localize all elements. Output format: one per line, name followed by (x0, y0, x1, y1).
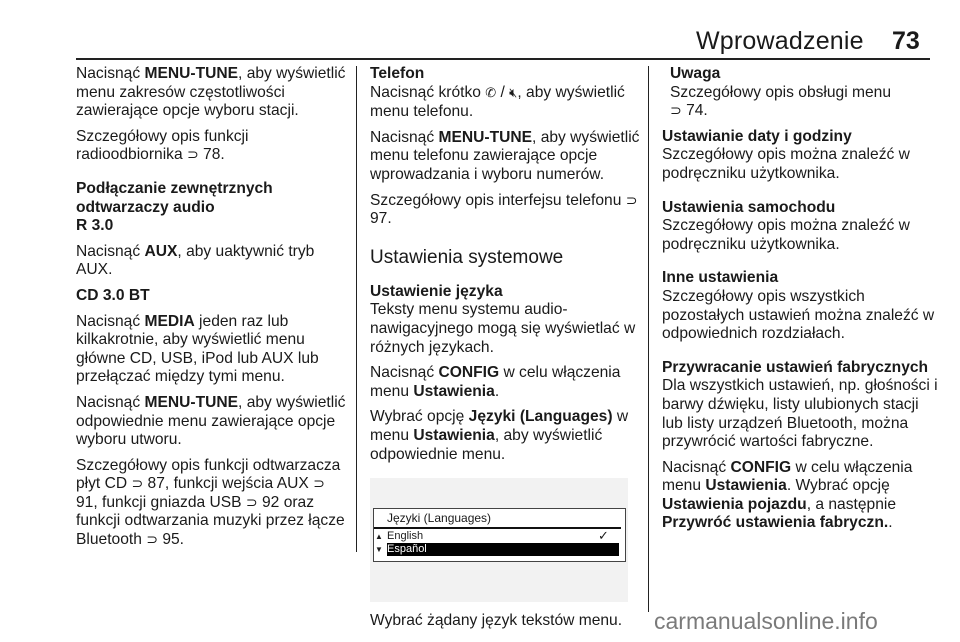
paragraph: Szczegółowy opis obsługi menu ⊃ 74. (670, 83, 892, 120)
page-ref[interactable]: 87 (147, 475, 165, 493)
scroll-up-icon: ▲ (375, 532, 383, 542)
page-ref[interactable]: 92 (262, 493, 280, 511)
paragraph: Nacisnąć krótko ✆ / 🔇︎, aby wyświetlić menu telefonu. (370, 83, 625, 121)
subheading: Podłączanie zewnętrznych odtwarzaczy audio (76, 179, 273, 216)
paragraph: Nacisnąć AUX, aby uaktywnić tryb AUX. (76, 242, 315, 279)
subheading: R 3.0 (76, 217, 114, 235)
button-name: MENU-TUNE (144, 65, 239, 82)
paragraph: Dla wszystkich ustawień, np. głośności i barwy dźwięku, listy ulubionych stacji lub listy urządzeń Bluetooth, można przywrócić wartości fabryczne. (662, 377, 938, 451)
note-heading: Uwaga (670, 65, 721, 82)
note-box (662, 65, 938, 121)
figure-caption: Wybrać żądany język tekstów menu. (370, 612, 623, 630)
column-divider-1 (356, 66, 357, 552)
paragraph: Nacisnąć MENU-TUNE, aby wyświetlić menu telefonu zawierające opcje wprowadzania i wyboru numerów. (370, 128, 640, 183)
menu-divider (374, 527, 621, 529)
page-ref[interactable]: 91 (76, 493, 94, 511)
paragraph: Szczegółowy opis funkcji odtwarzacza płyt CD ⊃ 87, funkcji wejścia AUX ⊃ 91, funkcji gniazda USB ⊃ 92 oraz funkcji odtwarzania muzyki przez łącze Bluetooth ⊃ 95. (76, 456, 345, 549)
paragraph: Nacisnąć CONFIG w celu włączenia menu Ustawienia. (370, 364, 621, 400)
subheading: CD 3.0 BT (76, 286, 150, 304)
page-ref[interactable]: 97. (370, 210, 392, 228)
scroll-down-icon: ▼ (375, 545, 383, 555)
page-ref-icon: ⊃ (186, 147, 199, 164)
paragraph: Szczegółowy opis funkcji radioodbiornika ⊃ 78. (76, 127, 249, 164)
page-number: 73 (892, 27, 920, 55)
paragraph: Wybrać opcję Języki (Languages) w menu Ustawienia, aby wyświetlić odpowiednie menu. (370, 408, 629, 463)
menu-item-english[interactable]: English (387, 530, 424, 543)
column-3 (662, 65, 938, 540)
page-ref[interactable]: 78. (203, 146, 225, 164)
subheading: Inne ustawienia (662, 269, 779, 287)
column-1 (76, 65, 348, 557)
page-ref-icon: ⊃ (670, 103, 682, 120)
menu-item-espanol-selected[interactable]: Español (387, 543, 619, 556)
phone-icon: ✆ (485, 85, 497, 101)
subheading: Telefon (370, 65, 425, 82)
mute-icon: 🔇︎ (509, 85, 518, 101)
page-ref-icon: ⊃ (146, 532, 158, 549)
paragraph: Nacisnąć MEDIA jeden raz lub kilkakrotnie, aby wyświetlić menu główne CD, USB, iPod lub AUX lub przełączać między tymi menu. (76, 312, 319, 386)
page-header-title: Wprowadzenie (696, 27, 864, 55)
paragraph: Szczegółowy opis można znaleźć w podręczniku użytkownika. (662, 146, 910, 182)
paragraph: Nacisnąć MENU-TUNE, aby wyświetlić menu zakresów częstotliwości zawierające opcje wyboru stacji. (76, 65, 346, 120)
paragraph: Nacisnąć MENU-TUNE, aby wyświetlić odpowiednie menu zawierające opcje wyboru utworu. (76, 393, 346, 449)
page-ref-icon: ⊃ (313, 476, 325, 493)
paragraph: Szczegółowy opis można znaleźć w podręczniku użytkownika. (662, 217, 910, 253)
header-rule (76, 58, 930, 60)
paragraph: Teksty menu systemu audio-nawigacyjnego mogą się wyświetlać w różnych językach. (370, 301, 636, 356)
page-ref-icon: ⊃ (625, 192, 638, 209)
paragraph: Szczegółowy opis wszystkich pozostałych ustawień można znaleźć w odpowiednich rozdziałach. (662, 287, 935, 343)
column-divider-2 (648, 66, 649, 612)
section-heading: Ustawienia systemowe (370, 246, 564, 268)
page-ref-icon: ⊃ (131, 476, 144, 493)
page-ref[interactable]: 74. (686, 102, 708, 120)
subheading: Ustawianie daty i godziny (662, 127, 852, 145)
column-2 (370, 65, 642, 638)
watermark: carmanualsonline.info (654, 608, 878, 634)
menu-title: Języki (Languages) (387, 511, 492, 526)
subheading: Ustawienia samochodu (662, 198, 836, 216)
subheading: Ustawienie języka (370, 282, 503, 300)
checkmark-icon: ✓ (598, 528, 609, 544)
page-ref-icon: ⊃ (245, 494, 258, 511)
subheading: Przywracanie ustawień fabrycznych (662, 358, 929, 376)
language-menu-screenshot (370, 478, 628, 602)
paragraph: Szczegółowy opis interfejsu telefonu ⊃ 97. (370, 191, 638, 228)
page-ref[interactable]: 95. (162, 531, 184, 549)
paragraph: Nacisnąć CONFIG w celu włączenia menu Ustawienia. Wybrać opcję Ustawienia pojazdu, a następnie Przywróć ustawienia fabryczn.. (662, 458, 913, 532)
